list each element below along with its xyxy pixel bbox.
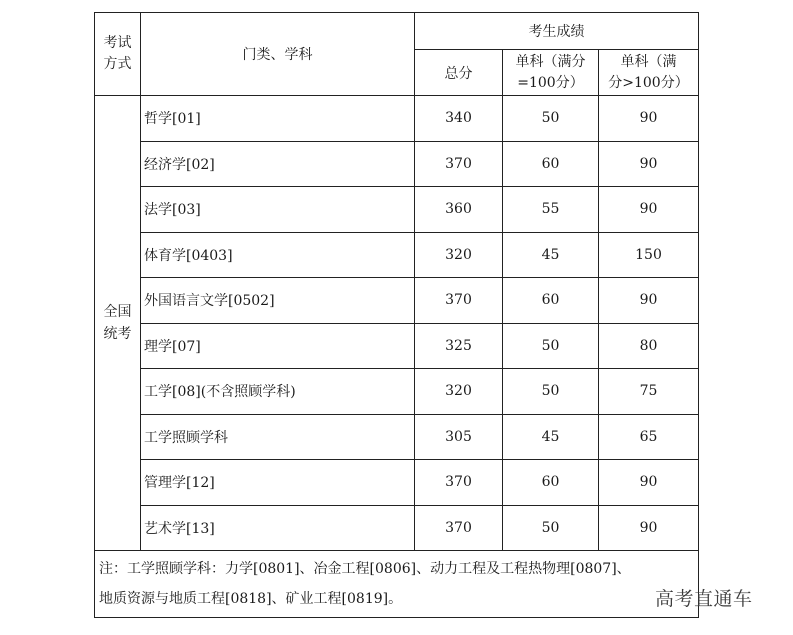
- header-single-gt100-line2: 分>100分）: [608, 74, 689, 91]
- header-total: 总分: [415, 50, 503, 96]
- table-row: [95, 278, 699, 324]
- subject-cell: 艺术学[13]: [141, 505, 415, 551]
- table-row: [95, 369, 699, 415]
- header-exam-method-line2: 方式: [103, 56, 132, 72]
- subject-cell: 管理学[12]: [141, 460, 415, 506]
- single100-cell: 50: [503, 96, 599, 142]
- note-cell: [95, 551, 699, 618]
- total-cell: 305: [415, 414, 503, 460]
- note-row: [95, 551, 699, 618]
- watermark-text: 高考直通车: [655, 588, 753, 610]
- single100-cell: 50: [503, 505, 599, 551]
- header-exam-method-line1: 考试: [103, 35, 132, 51]
- table-row: [95, 232, 699, 278]
- subject-cell: 哲学[01]: [141, 96, 415, 142]
- exam-method-line2: 统考: [103, 326, 132, 342]
- score-table: [94, 12, 699, 618]
- single-gt100-cell: 90: [599, 141, 699, 187]
- single100-cell: 55: [503, 187, 599, 233]
- header-single-gt100-line1: 单科（满: [620, 53, 677, 70]
- table-row: [95, 414, 699, 460]
- single100-cell: 45: [503, 414, 599, 460]
- header-row-1: [95, 13, 699, 50]
- note-line-1: 注：工学照顾学科：力学[0801]、冶金工程[0806]、动力工程及工程热物理[0807]、: [99, 561, 631, 577]
- subject-cell: 工学照顾学科: [141, 414, 415, 460]
- table-row: [95, 96, 699, 142]
- subject-cell: 法学[03]: [141, 187, 415, 233]
- table-row: [95, 187, 699, 233]
- single-gt100-cell: 90: [599, 505, 699, 551]
- table-row: [95, 141, 699, 187]
- header-single-100-line2: =100分）: [517, 74, 584, 91]
- total-cell: 370: [415, 460, 503, 506]
- subject-cell: 体育学[0403]: [141, 232, 415, 278]
- single100-cell: 50: [503, 369, 599, 415]
- single100-cell: 60: [503, 278, 599, 324]
- single100-cell: 60: [503, 460, 599, 506]
- subject-cell: 理学[07]: [141, 323, 415, 369]
- total-cell: 325: [415, 323, 503, 369]
- header-single-gt100: [599, 50, 699, 96]
- subject-cell: 外国语言文学[0502]: [141, 278, 415, 324]
- header-subject: 门类、学科: [141, 13, 415, 96]
- exam-method-line1: 全国: [103, 304, 132, 320]
- header-single-100: [503, 50, 599, 96]
- total-cell: 360: [415, 187, 503, 233]
- single-gt100-cell: 90: [599, 96, 699, 142]
- table-row: [95, 323, 699, 369]
- table-row: [95, 505, 699, 551]
- single-gt100-cell: 65: [599, 414, 699, 460]
- subject-cell: 经济学[02]: [141, 141, 415, 187]
- note-line-2: 地质资源与地质工程[0818]、矿业工程[0819]。: [99, 591, 403, 607]
- header-exam-method: [95, 13, 141, 96]
- single-gt100-cell: 90: [599, 278, 699, 324]
- subject-cell: 工学[08](不含照顾学科): [141, 369, 415, 415]
- table-row: [95, 460, 699, 506]
- single100-cell: 60: [503, 141, 599, 187]
- header-scores-group: 考生成绩: [415, 13, 699, 50]
- single100-cell: 50: [503, 323, 599, 369]
- total-cell: 320: [415, 369, 503, 415]
- total-cell: 370: [415, 141, 503, 187]
- total-cell: 370: [415, 505, 503, 551]
- single-gt100-cell: 75: [599, 369, 699, 415]
- single-gt100-cell: 150: [599, 232, 699, 278]
- exam-method-cell: [95, 96, 141, 551]
- single-gt100-cell: 80: [599, 323, 699, 369]
- single-gt100-cell: 90: [599, 460, 699, 506]
- header-single-100-line1: 单科（满分: [515, 53, 586, 70]
- total-cell: 370: [415, 278, 503, 324]
- total-cell: 340: [415, 96, 503, 142]
- single100-cell: 45: [503, 232, 599, 278]
- single-gt100-cell: 90: [599, 187, 699, 233]
- total-cell: 320: [415, 232, 503, 278]
